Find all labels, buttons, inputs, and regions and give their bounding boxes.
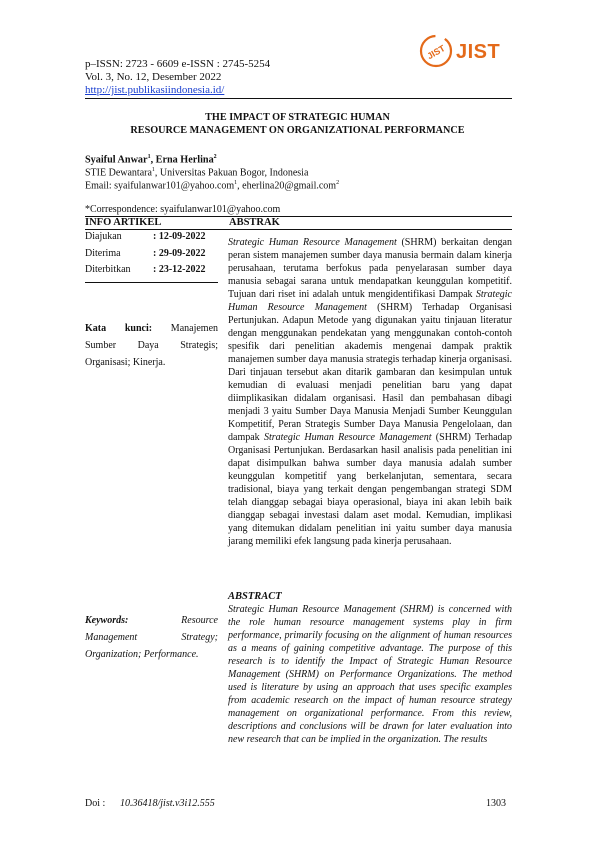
info-artikel-heading: INFO ARTIKEL <box>85 217 162 228</box>
title-line-2: RESOURCE MANAGEMENT ON ORGANIZATIONAL PERFORMANCE <box>130 124 465 136</box>
article-dates <box>85 230 206 278</box>
svg-text:JIST: JIST <box>425 43 447 62</box>
issn-line: p–ISSN: 2723 - 6609 e-ISSN : 2745-5254 <box>85 58 271 70</box>
journal-url-link[interactable]: http://jist.publikasiindonesia.id/ <box>85 84 225 96</box>
jist-logo-text: JIST <box>456 41 501 63</box>
page-number: 1303 <box>486 798 506 809</box>
doi-label: Doi : <box>85 798 106 809</box>
paper-title <box>85 112 510 137</box>
date-row-accepted: Diterima : 29-09-2022 <box>85 248 206 259</box>
date-row-submitted: Diajukan : 12-09-2022 <box>85 231 206 242</box>
abstract-text: Strategic Human Resource Management (SHRM) is concerned with the role human resource management systems play in firm performance, primarily focusing on the alignment of human resources as a means of gaining competitive advantage. The purpose of this research is to identify the Impact of Strategic Human Resource Management (SHRM) on Performance Organizations. The method used is literature by using an approach that uses specific examples from academic research on the impact of human resource strategy management on organizational performance. From this review, descriptions and conclusions will be drawn for later evaluation into new research that can be implied in the organization. The results <box>228 604 512 745</box>
affiliation: STIE Dewantara$^1$, Universitas Pakuan Bogor, Indonesia <box>85 167 309 179</box>
title-line-1: THE IMPACT OF STRATEGIC HUMAN <box>205 112 390 123</box>
abstract-heading: ABSTRACT <box>228 591 282 602</box>
header-rule <box>85 98 512 99</box>
kata-kunci: Kata kunci: Manajemen Sumber Daya Strategis; Organisasi; Kinerja. <box>85 323 219 368</box>
volume-line: Vol. 3, No. 12, Desember 2022 <box>85 71 222 83</box>
dates-rule <box>85 282 218 283</box>
date-row-published: Diterbitkan : 23-12-2022 <box>85 264 206 275</box>
author-emails: Email: syaifulanwar101@yahoo.com$^1$, eherlina20@gmail.com$^2$ <box>85 180 340 192</box>
correspondence: *Correspondence: syaifulanwar101@yahoo.com <box>85 204 281 215</box>
abstrak-text: Strategic Human Resource Management (SHRM) berkaitan dengan peran sistem manajemen sumber daya manusia bermain dalam kinerja perusahaan, terutama berfokus pada penyelarasan sumber daya manusia sebagai sarana untuk mendapatkan keunggulan kompetitif. Tujuan dari riset ini adalah untuk mengidentifikasi Dampak Strategic Human Resource Management (SHRM) Terhadap Organisasi Pertunjukan. Adapun Metode yang digunakan yaitu tinjauan literatur dengan menggunakan pendekatan yang menggunakan contoh-contoh spesifik dari penelitian akademis mengenai dampak praktik manajemen sumber daya manusia strategis terhadap kinerja organisasi. Dari tinjauan tersebut akan ditarik gambaran dan kesimpulan untuk kemudian di evaluasi menjadi penelitian baru yang dapat diimplikasikan didalam organisasi. Hasil dan pembahasan dibagi menjadi 3 yaitu Sumber Daya Manusia Menjadi Sumber Keunggulan Kompetitif, Peran Strategis Sumber Daya Manusia Pengelolaan, dan dampak Strategic Human Resource Management (SHRM) Terhadap Organisasi Pertunjukan. Berdasarkan hasil analisis pada penelitian ini dapat disimpulkan bahwa sumber daya manusia adalah sumber keunggulan kompetitif yang berkelanjutan, sementara, secara tradisional, biaya yang terkait dengan pengembangan strategi SDM telah dianggap sebagai biaya operasional, biaya ini akan lebih baik dianggap sebagai investasi dalam aset modal. Kemudian, implikasi yang ditemukan didalam penelitian ini yaitu sumber daya manusia jarang memiliki efek langsung pada kinerja perusahaan. <box>228 237 512 547</box>
doi-value[interactable]: 10.36418/jist.v3i12.555 <box>120 798 215 809</box>
author-names: Syaiful Anwar$^1$, Erna Herlina$^2$ <box>85 154 217 166</box>
keywords: Keywords: Resource Management Strategy; Organization; Performance. <box>85 615 218 660</box>
abstrak-heading: ABSTRAK <box>229 217 280 228</box>
